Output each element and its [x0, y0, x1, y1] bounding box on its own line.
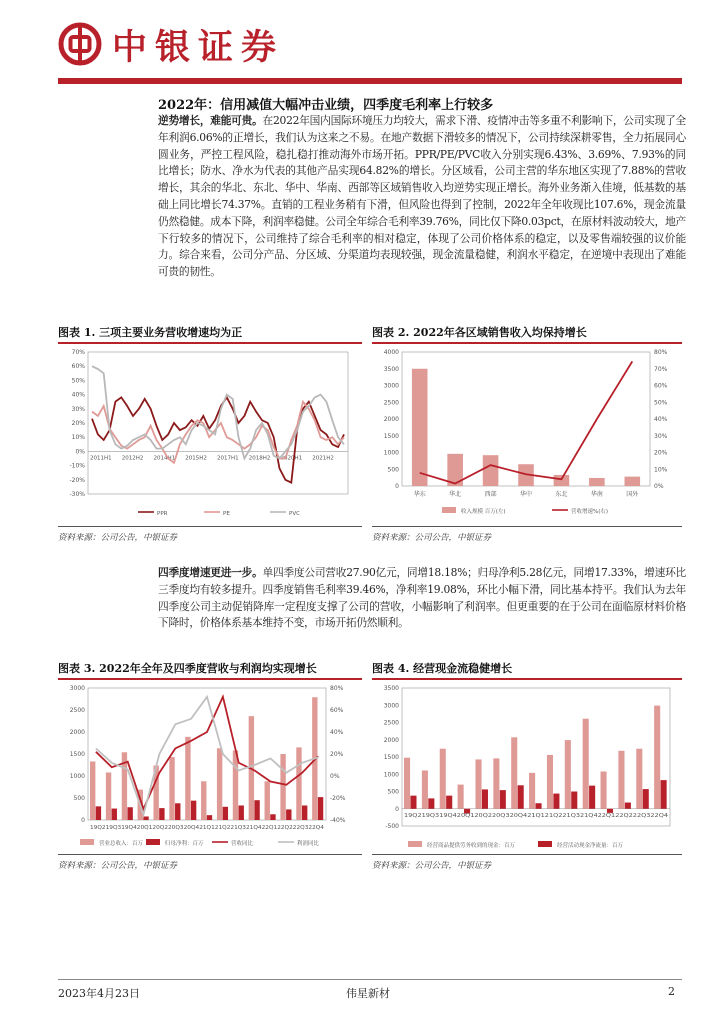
- y-tick-label-left: 1000: [69, 773, 85, 780]
- bar-revenue: [280, 754, 285, 820]
- x-tick-label: 2021H2: [312, 455, 334, 462]
- bar-net-profit: [207, 815, 212, 820]
- y-tick-label: 60%: [71, 363, 85, 371]
- y-tick-label-left: 0: [395, 483, 399, 490]
- legend-swatch: [442, 507, 456, 513]
- legend-label: 利润同比: [297, 841, 320, 847]
- figure-3-source: 资料来源：公司公告，中银证券: [58, 861, 178, 871]
- y-tick-label-right: 0%: [330, 773, 340, 780]
- bank-of-china-logo: [58, 22, 102, 66]
- figure-1-chart: [58, 344, 362, 524]
- figure-4-bottom-rule: [372, 854, 682, 855]
- x-tick-label: 2018H2: [248, 455, 271, 462]
- legend-label: 经营活动现金净流量：百万: [557, 843, 624, 849]
- y-tick-label: 10%: [71, 434, 85, 442]
- bar-revenue: [296, 747, 301, 820]
- x-tick-label: 华中: [519, 491, 533, 498]
- y-tick-label-left: 2000: [69, 729, 85, 736]
- figure-2-bottom-rule: [372, 526, 682, 527]
- legend-label: 归母净利：百万: [165, 841, 204, 847]
- y-tick-label: 1000: [383, 771, 399, 779]
- y-tick-label-left: 500: [73, 795, 85, 802]
- y-tick-label: 2500: [383, 719, 399, 727]
- y-tick-label-left: 3000: [383, 382, 399, 390]
- y-tick-label: -10%: [69, 462, 85, 470]
- figure-1-title: 图表 1. 三项主要业务营收增速均为正: [58, 326, 243, 339]
- paragraph-body: 在2022年国内国际环境压力均较大，需求下滑、疫情冲击等多重不利影响下，公司实现了全年利润6.06%的正增长，我们认为这来之不易。在地产数据下滑较多的情况下，公司持续深耕零售，全力拓展同心圆业务，严控工程风险，稳扎稳打推动海外市场开拓。PPR/PE/PVC收入分别实现6.43%、3.69%、7.93%的同比增长；防水、净水为代表的其他产品实现64.82%的增长。分区域看，公司主营的华东地区实现了7.88%的营收增长，其余的华北、东北、华中、华南、西部等区域销售收入均逆势实现正增长。海外业务渐入佳境，低基数的基础上同比增长74.37%。直销的工程业务稍有下滑，但风险也得到了控制，2022年全年收现比107.6%，现金流量仍然稳健。成本下降，利润率稳健。公司全年综合毛利率39.76%，同比仅下降0.03pct，在原材料波动较大，地产下行较多的情况下，公司维持了综合毛利率的相对稳定，体现了公司价格体系的稳定，以及零售端较强的议价能力。综合来看，公司分产品、分区域、分渠道均表现较强，现金流量稳健，利润水平稳定，在逆境中表现出了难能可贵的韧性。: [158, 114, 686, 279]
- x-tick-labels: 19Q219Q319Q420Q120Q220Q320Q421Q121Q221Q321Q422Q122Q222Q322Q4: [90, 825, 325, 831]
- y-tick-label-left: 0: [81, 817, 85, 824]
- figure-1-source: 资料来源：公司公告，中银证券: [58, 533, 178, 543]
- footer-date: 2023年4月23日: [58, 987, 140, 1000]
- bar-net-profit: [286, 809, 291, 820]
- y-tick-label: -20%: [69, 476, 85, 484]
- paragraph-lead: 逆势增长，难能可贵。: [158, 114, 263, 127]
- y-tick-label: 30%: [71, 405, 85, 413]
- bar-cash-received: [654, 706, 660, 809]
- y-tick-label: 3500: [383, 685, 399, 692]
- figure-3-bottom-rule: [58, 854, 362, 855]
- x-tick-label: 2014H1: [153, 455, 176, 462]
- y-tick-label: 1500: [383, 754, 399, 761]
- bar-cash-received: [583, 719, 589, 809]
- x-tick-label: 华北: [449, 491, 462, 498]
- y-tick-label: -30%: [69, 491, 85, 498]
- paragraph-lead: 四季度增速更进一步。: [158, 566, 263, 579]
- figure-3-chart: [58, 680, 362, 852]
- bar-net-operating-cash: [446, 796, 452, 809]
- y-tick-label: 70%: [71, 349, 85, 356]
- paragraph-q4-review: [158, 565, 686, 632]
- legend-swatch: [408, 841, 422, 847]
- bar-cash-received: [547, 755, 553, 809]
- bar-revenue: [589, 478, 605, 486]
- legend-swatch: [538, 841, 552, 847]
- y-tick-label-left: 2500: [383, 399, 399, 407]
- bar-cash-received: [404, 758, 410, 809]
- x-tick-label: 2020H1: [280, 455, 303, 462]
- x-tick-label: 华南: [590, 491, 603, 498]
- bar-revenue: [412, 369, 428, 486]
- bar-net-profit: [318, 797, 323, 820]
- footer-company: 伟星新材: [346, 987, 390, 1000]
- series-line-ppr: [92, 397, 344, 482]
- y-tick-label-left: 3500: [383, 365, 399, 373]
- y-tick-label-left: 2000: [383, 416, 399, 423]
- x-tick-labels: 19Q219Q319Q420Q120Q220Q320Q421Q121Q221Q321Q422Q122Q222Q322Q4: [404, 812, 669, 819]
- bar-net-profit: [127, 807, 132, 820]
- y-tick-label-left: 1500: [383, 432, 399, 440]
- y-tick-label-left: 1500: [69, 751, 85, 758]
- y-tick-label-right: 40%: [654, 416, 668, 423]
- bar-cash-received: [636, 749, 642, 809]
- brand-name: 中银证券: [112, 28, 285, 68]
- bar-cash-received: [529, 773, 535, 809]
- bar-cash-received: [440, 749, 446, 809]
- bar-net-operating-cash: [535, 803, 541, 809]
- y-tick-label-right: 20%: [330, 751, 344, 758]
- bar-net-profit: [302, 805, 307, 820]
- y-tick-label-left: 4000: [383, 349, 399, 356]
- y-tick-label: 2000: [383, 736, 399, 744]
- x-tick-label: 2015H2: [185, 455, 207, 462]
- legend-label: PPR: [157, 511, 168, 517]
- bar-revenue: [201, 781, 206, 820]
- y-tick-label-right: 40%: [330, 729, 344, 736]
- y-tick-label-right: 60%: [654, 382, 668, 390]
- legend-swatch: [80, 839, 94, 845]
- bar-net-operating-cash: [553, 794, 559, 809]
- x-tick-label: 西部: [484, 491, 497, 498]
- x-tick-label: 国外: [626, 491, 639, 498]
- y-tick-label-right: 20%: [654, 449, 668, 457]
- legend-label: PVC: [289, 511, 300, 517]
- y-tick-label-left: 500: [387, 466, 399, 474]
- paragraph-annual-review: [158, 113, 686, 281]
- legend-label: PE: [223, 511, 230, 517]
- bar-cash-received: [493, 758, 499, 808]
- section-title: 2022年：信用减值大幅冲击业绩，四季度毛利率上行较多: [158, 98, 494, 113]
- legend-label: 收入规模 百万(左): [461, 509, 506, 515]
- y-tick-label-right: -20%: [330, 795, 346, 802]
- bar-revenue: [90, 761, 95, 820]
- bar-revenue: [169, 757, 174, 820]
- bar-net-operating-cash: [428, 798, 434, 808]
- bar-revenue: [185, 737, 190, 820]
- bar-net-profit: [112, 809, 117, 820]
- y-tick-label-right: 10%: [654, 466, 668, 474]
- y-tick-label: 3000: [383, 702, 399, 710]
- y-tick-label-right: 0%: [654, 483, 664, 490]
- bar-net-operating-cash: [410, 796, 416, 809]
- y-tick-label-right: 80%: [330, 685, 344, 692]
- y-tick-label-right: 30%: [654, 432, 668, 440]
- bar-net-operating-cash: [625, 803, 631, 809]
- bar-net-operating-cash: [482, 789, 488, 808]
- bar-net-operating-cash: [589, 786, 595, 809]
- bar-net-profit: [96, 806, 101, 820]
- y-tick-label: 20%: [71, 420, 85, 427]
- figure-4-title: 图表 4. 经营现金流稳健增长: [372, 662, 513, 675]
- y-tick-label: 0%: [75, 448, 85, 456]
- figure-2-chart: [372, 344, 682, 524]
- legend-label: 经营商品提供劳务收到的现金：百万: [427, 843, 516, 849]
- bar-revenue: [217, 748, 222, 820]
- y-tick-label-left: 3000: [69, 685, 85, 692]
- figure-1-bottom-rule: [58, 526, 362, 527]
- y-tick-label-right: 80%: [654, 349, 668, 356]
- footer-rule: [58, 979, 682, 980]
- x-tick-label: 东北: [555, 491, 568, 498]
- bar-net-operating-cash: [500, 790, 506, 809]
- bar-net-profit: [270, 814, 275, 820]
- y-tick-label: 40%: [71, 391, 85, 399]
- x-tick-label: 2017H1: [217, 455, 239, 462]
- x-tick-label: 2012H2: [121, 455, 144, 462]
- legend-label: 营业总收入：百万: [99, 841, 144, 847]
- y-tick-label-right: -40%: [330, 817, 346, 824]
- bar-net-profit: [159, 808, 164, 820]
- y-tick-label: 50%: [71, 377, 85, 385]
- y-tick-label-left: 1000: [383, 449, 399, 457]
- bar-net-operating-cash: [571, 792, 577, 809]
- paragraph-body: 单四季度公司营收27.90亿元，同增18.18%；归母净利5.28亿元，同增17.33%，增速环比三季度均有较多提升。四季度销售毛利率39.46%，净利率19.08%，环比小幅下滑，同比基本持平。我们认为去年四季度公司主动促销降库一定程度支撑了公司的营收，小幅影响了利润率。但更重要的在于公司在面临原材料价格下降时，价格体系基本维持不变，市场开拓仍然顺利。: [158, 566, 686, 630]
- legend-swatch: [146, 839, 160, 845]
- bar-revenue: [554, 475, 570, 486]
- figure-3-title: 图表 3. 2022年全年及四季度营收与利润均实现增长: [58, 662, 317, 675]
- x-tick-label: 2011H1: [90, 455, 112, 462]
- bar-net-operating-cash: [643, 789, 649, 809]
- bar-net-operating-cash: [661, 780, 667, 809]
- bar-revenue: [624, 477, 640, 486]
- y-tick-label-left: 2500: [69, 707, 85, 714]
- bar-cash-received: [475, 759, 481, 808]
- bar-net-profit: [254, 800, 259, 820]
- figure-2-title: 图表 2. 2022年各区域销售收入均保持增长: [372, 326, 587, 339]
- bar-cash-received: [565, 740, 571, 809]
- figure-4-chart: [372, 680, 682, 852]
- y-tick-label: -500: [385, 823, 399, 830]
- y-tick-label: 500: [387, 788, 399, 796]
- y-tick-label: 0: [395, 805, 399, 813]
- x-tick-label: 华东: [413, 491, 426, 498]
- bar-revenue: [106, 772, 111, 820]
- legend-label: 营收同比: [231, 841, 254, 847]
- bar-net-profit: [143, 816, 148, 820]
- page-number: 2: [668, 985, 675, 998]
- bar-net-operating-cash: [518, 785, 524, 808]
- bar-net-profit: [175, 803, 180, 820]
- bar-revenue: [265, 781, 270, 820]
- bar-net-profit: [239, 805, 244, 820]
- y-tick-label-right: 50%: [654, 399, 668, 407]
- figure-4-source: 资料来源：公司公告，中银证券: [372, 861, 492, 871]
- legend-label: 营收增速%(右): [571, 509, 609, 515]
- bar-net-profit: [223, 807, 228, 820]
- bar-cash-received: [618, 751, 624, 809]
- figure-2-source: 资料来源：公司公告，中银证券: [372, 533, 492, 543]
- bar-net-profit: [191, 801, 196, 820]
- y-tick-label-right: 60%: [330, 707, 344, 714]
- bar-cash-received: [601, 771, 607, 808]
- bar-cash-received: [422, 770, 428, 808]
- header-rule: [58, 78, 682, 84]
- y-tick-label-right: 70%: [654, 365, 668, 373]
- bar-cash-received: [458, 785, 464, 809]
- bar-revenue: [483, 455, 499, 486]
- bar-cash-received: [511, 737, 517, 808]
